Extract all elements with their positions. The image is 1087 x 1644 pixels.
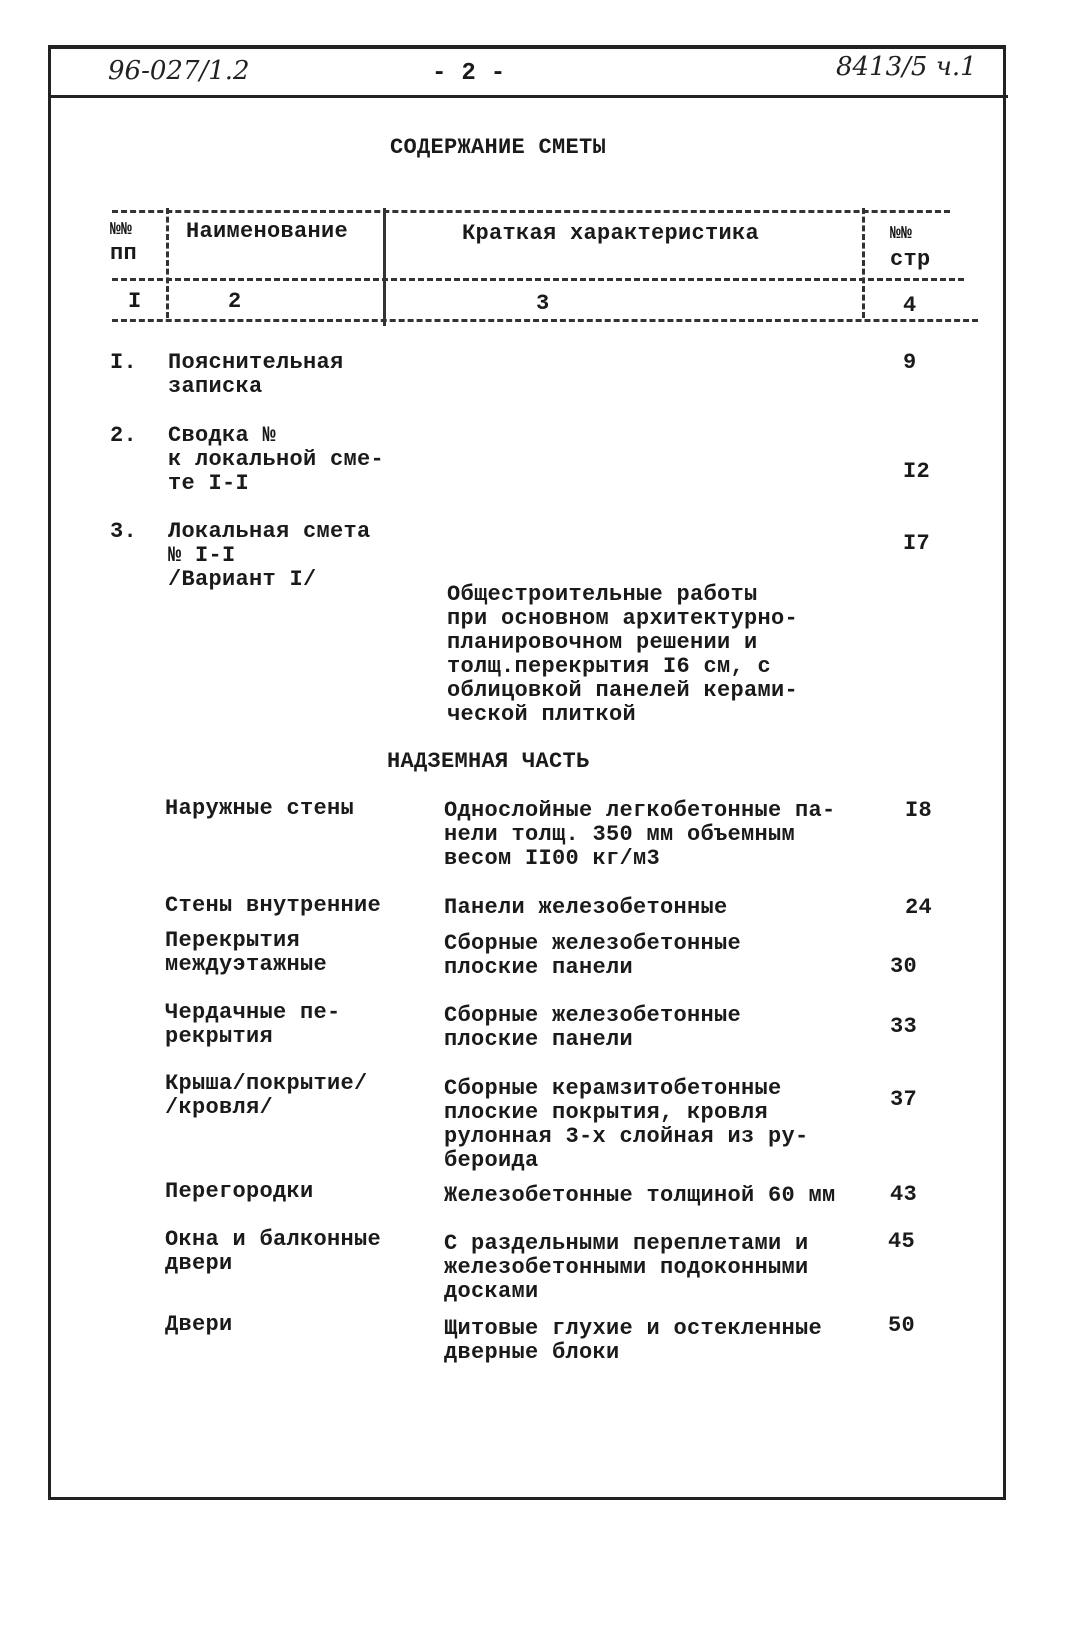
section-description: плоские панели: [444, 955, 634, 980]
section-description: Сборные железобетонные: [444, 1003, 742, 1028]
item-number: I.: [110, 350, 138, 375]
section-name: междуэтажные: [165, 952, 328, 977]
item-name: те I-I: [168, 471, 250, 496]
table-col-divider: [862, 208, 865, 318]
col-header-description: Краткая характеристика: [462, 221, 760, 246]
section-description: плоские панели: [444, 1027, 634, 1052]
table-rule-top: [112, 210, 950, 213]
section-page: I8: [905, 798, 933, 823]
item-page: 9: [903, 350, 917, 375]
section-page: 45: [888, 1229, 916, 1254]
section-name: двери: [165, 1251, 233, 1276]
page-number: - 2 -: [432, 60, 506, 87]
doc-code-right: 8413/5 ч.1: [836, 52, 977, 82]
section-page: 50: [888, 1313, 916, 1338]
header-divider: [48, 95, 1008, 98]
item-number: 3.: [110, 519, 138, 544]
section-name: Чердачные пе-: [165, 1000, 341, 1025]
section-name: Двери: [165, 1312, 233, 1337]
item-name: /Вариант I/: [168, 567, 317, 592]
section-description: Сборные железобетонные: [444, 931, 742, 956]
section-page: 43: [890, 1182, 918, 1207]
item-description: Общестроительные работы: [447, 582, 758, 607]
section-description: Панели железобетонные: [444, 895, 728, 920]
table-rule-bottom: [112, 319, 978, 322]
table-rule-mid: [112, 278, 964, 281]
section-description: Однослойные легкобетонные па-: [444, 798, 836, 823]
section-description: рулонная 3-х слойная из ру-: [444, 1124, 809, 1149]
item-page: I2: [903, 459, 931, 484]
item-page: I7: [903, 531, 931, 556]
section-description: С раздельными переплетами и: [444, 1231, 809, 1256]
item-name: к локальной сме-: [168, 447, 385, 472]
section-name: Перекрытия: [165, 928, 301, 953]
col-header-page: стр: [890, 247, 931, 272]
col-header-number: пп: [110, 241, 138, 266]
item-description: толщ.перекрытия I6 см, с: [447, 654, 772, 679]
col-header-page: №№: [890, 224, 913, 244]
item-description: ческой плиткой: [447, 702, 637, 727]
section-description: плоские покрытия, кровля: [444, 1100, 769, 1125]
page-title: СОДЕРЖАНИЕ СМЕТЫ: [390, 135, 607, 160]
section-page: 33: [890, 1014, 918, 1039]
col-number: 3: [536, 291, 550, 316]
item-description: при основном архитектурно-: [447, 606, 799, 631]
section-name: Окна и балконные: [165, 1227, 382, 1252]
section-page: 30: [890, 954, 918, 979]
section-description: нели толщ. 350 мм объемным: [444, 822, 796, 847]
section-description: бероида: [444, 1148, 539, 1173]
table-col-divider: [166, 208, 169, 318]
item-name: записка: [168, 374, 263, 399]
section-description: досками: [444, 1279, 539, 1304]
section-name: Наружные стены: [165, 796, 355, 821]
item-description: планировочном решении и: [447, 630, 758, 655]
item-description: облицовкой панелей керами-: [447, 678, 799, 703]
section-heading: НАДЗЕМНАЯ ЧАСТЬ: [387, 749, 590, 774]
section-page: 37: [890, 1087, 918, 1112]
col-header-number: №№: [110, 220, 133, 240]
col-number: 2: [228, 289, 242, 314]
doc-code-left: 96-027/1.2: [108, 56, 250, 86]
section-description: весом II00 кг/м3: [444, 846, 661, 871]
section-description: Железобетонные толщиной 60 мм: [444, 1183, 836, 1208]
col-number: 4: [903, 293, 917, 318]
section-name: /кровля/: [165, 1095, 274, 1120]
section-description: Сборные керамзитобетонные: [444, 1076, 782, 1101]
item-name: Пояснительная: [168, 350, 344, 375]
section-name: Стены внутренние: [165, 893, 382, 918]
section-name: Перегородки: [165, 1179, 314, 1204]
col-header-name: Наименование: [186, 219, 349, 244]
section-name: рекрытия: [165, 1024, 274, 1049]
table-col-divider: [383, 208, 386, 326]
item-name: Локальная смета: [168, 519, 371, 544]
item-name: Сводка №: [168, 423, 277, 448]
item-number: 2.: [110, 423, 138, 448]
section-name: Крыша/покрытие/: [165, 1071, 368, 1096]
section-description: железобетонными подоконными: [444, 1255, 809, 1280]
item-name: № I-I: [168, 543, 236, 568]
section-page: 24: [905, 895, 933, 920]
col-number: I: [128, 289, 142, 314]
section-description: дверные блоки: [444, 1340, 620, 1365]
section-description: Щитовые глухие и остекленные: [444, 1316, 823, 1341]
